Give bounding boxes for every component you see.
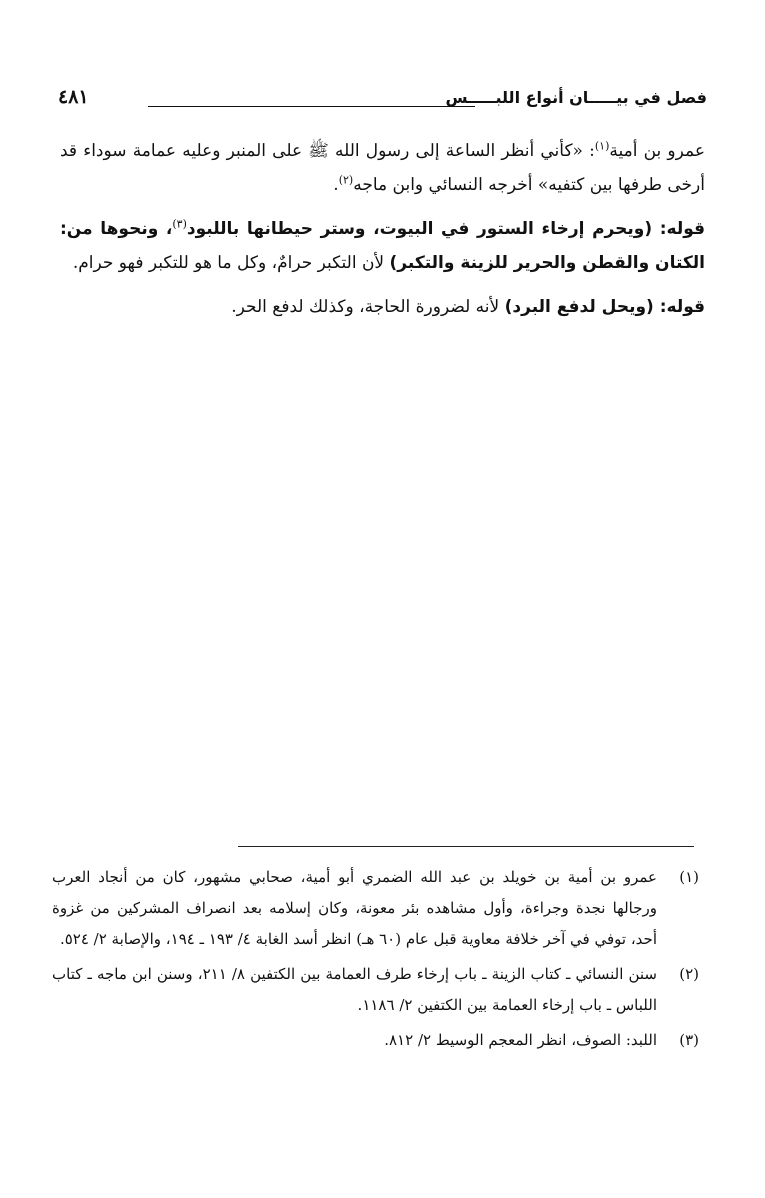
footnote-separator xyxy=(238,846,694,847)
paragraph-1 xyxy=(60,134,705,202)
footnote-ref-1: (١) xyxy=(594,139,610,153)
footnote-number: (٢) xyxy=(679,965,699,983)
page-header xyxy=(58,80,707,112)
footnote-3 xyxy=(52,1025,699,1056)
footnote-number: (٣) xyxy=(679,1031,699,1049)
footnotes xyxy=(52,862,699,1060)
footnote-number: (١) xyxy=(679,868,699,886)
paragraph-text: لأن التكبر حرامٌ، وكل ما هو للتكبر فهو حرام. xyxy=(72,253,390,273)
running-title: فصل في بيـــــان أنواع اللبـــــس xyxy=(445,88,707,107)
footnote-1 xyxy=(52,862,699,955)
paragraph-text: : «كأني أنظر الساعة إلى رسول الله ﷺ على المنبر وعليه عمامة سوداء قد أرخى طرفها بين كتفيه» أخرجه النسائي وابن ماجه xyxy=(60,141,705,195)
bold-quote: قوله: (ويحرم إرخاء الستور في البيوت، وستر حيطانها باللبود xyxy=(186,219,705,239)
paragraph-text: عمرو بن أمية xyxy=(609,141,705,161)
paragraph-text: . xyxy=(333,175,339,195)
main-text xyxy=(60,134,705,334)
bold-quote: قوله: (ويحل لدفع البرد) xyxy=(504,297,705,317)
paragraph-3 xyxy=(60,290,705,324)
paragraph-text: لأنه لضرورة الحاجة، وكذلك لدفع الحر. xyxy=(231,297,505,317)
footnote-2 xyxy=(52,959,699,1021)
footnote-ref-2: (٢) xyxy=(338,173,354,187)
footnote-text: سنن النسائي ـ كتاب الزينة ـ باب إرخاء طرف العمامة بين الكتفين ٨/ ٢١١، وسنن ابن ماجه ـ كتاب اللباس ـ باب إرخاء العمامة بين الكتفين ٢/ ١١٨٦. xyxy=(52,965,658,1014)
bold-quote: ، ونحوها من: الكتان والقطن والحرير للزينة والتكبر) xyxy=(60,219,705,273)
page-number: ٤٨١ xyxy=(58,86,89,108)
footnote-text: عمرو بن أمية بن خويلد بن عبد الله الضمري أبو أمية، صحابي مشهور، كان من أنجاد العرب ورجالها نجدة وجراءة، وأول مشاهده بئر معونة، وكان إسلامه بعد انصراف المشركين من غزوة أحد، توفي في آخر خلافة معاوية قبل عام (٦٠ هـ) انظر أسد الغابة ٤/ ١٩٣ ـ ١٩٤، والإصابة ٢/ ٥٢٤. xyxy=(52,868,657,948)
header-rule xyxy=(148,106,475,107)
footnote-text: اللبد: الصوف، انظر المعجم الوسيط ٢/ ٨١٢. xyxy=(384,1031,657,1049)
paragraph-2 xyxy=(60,212,705,280)
footnote-ref-3: (٣) xyxy=(172,217,187,231)
